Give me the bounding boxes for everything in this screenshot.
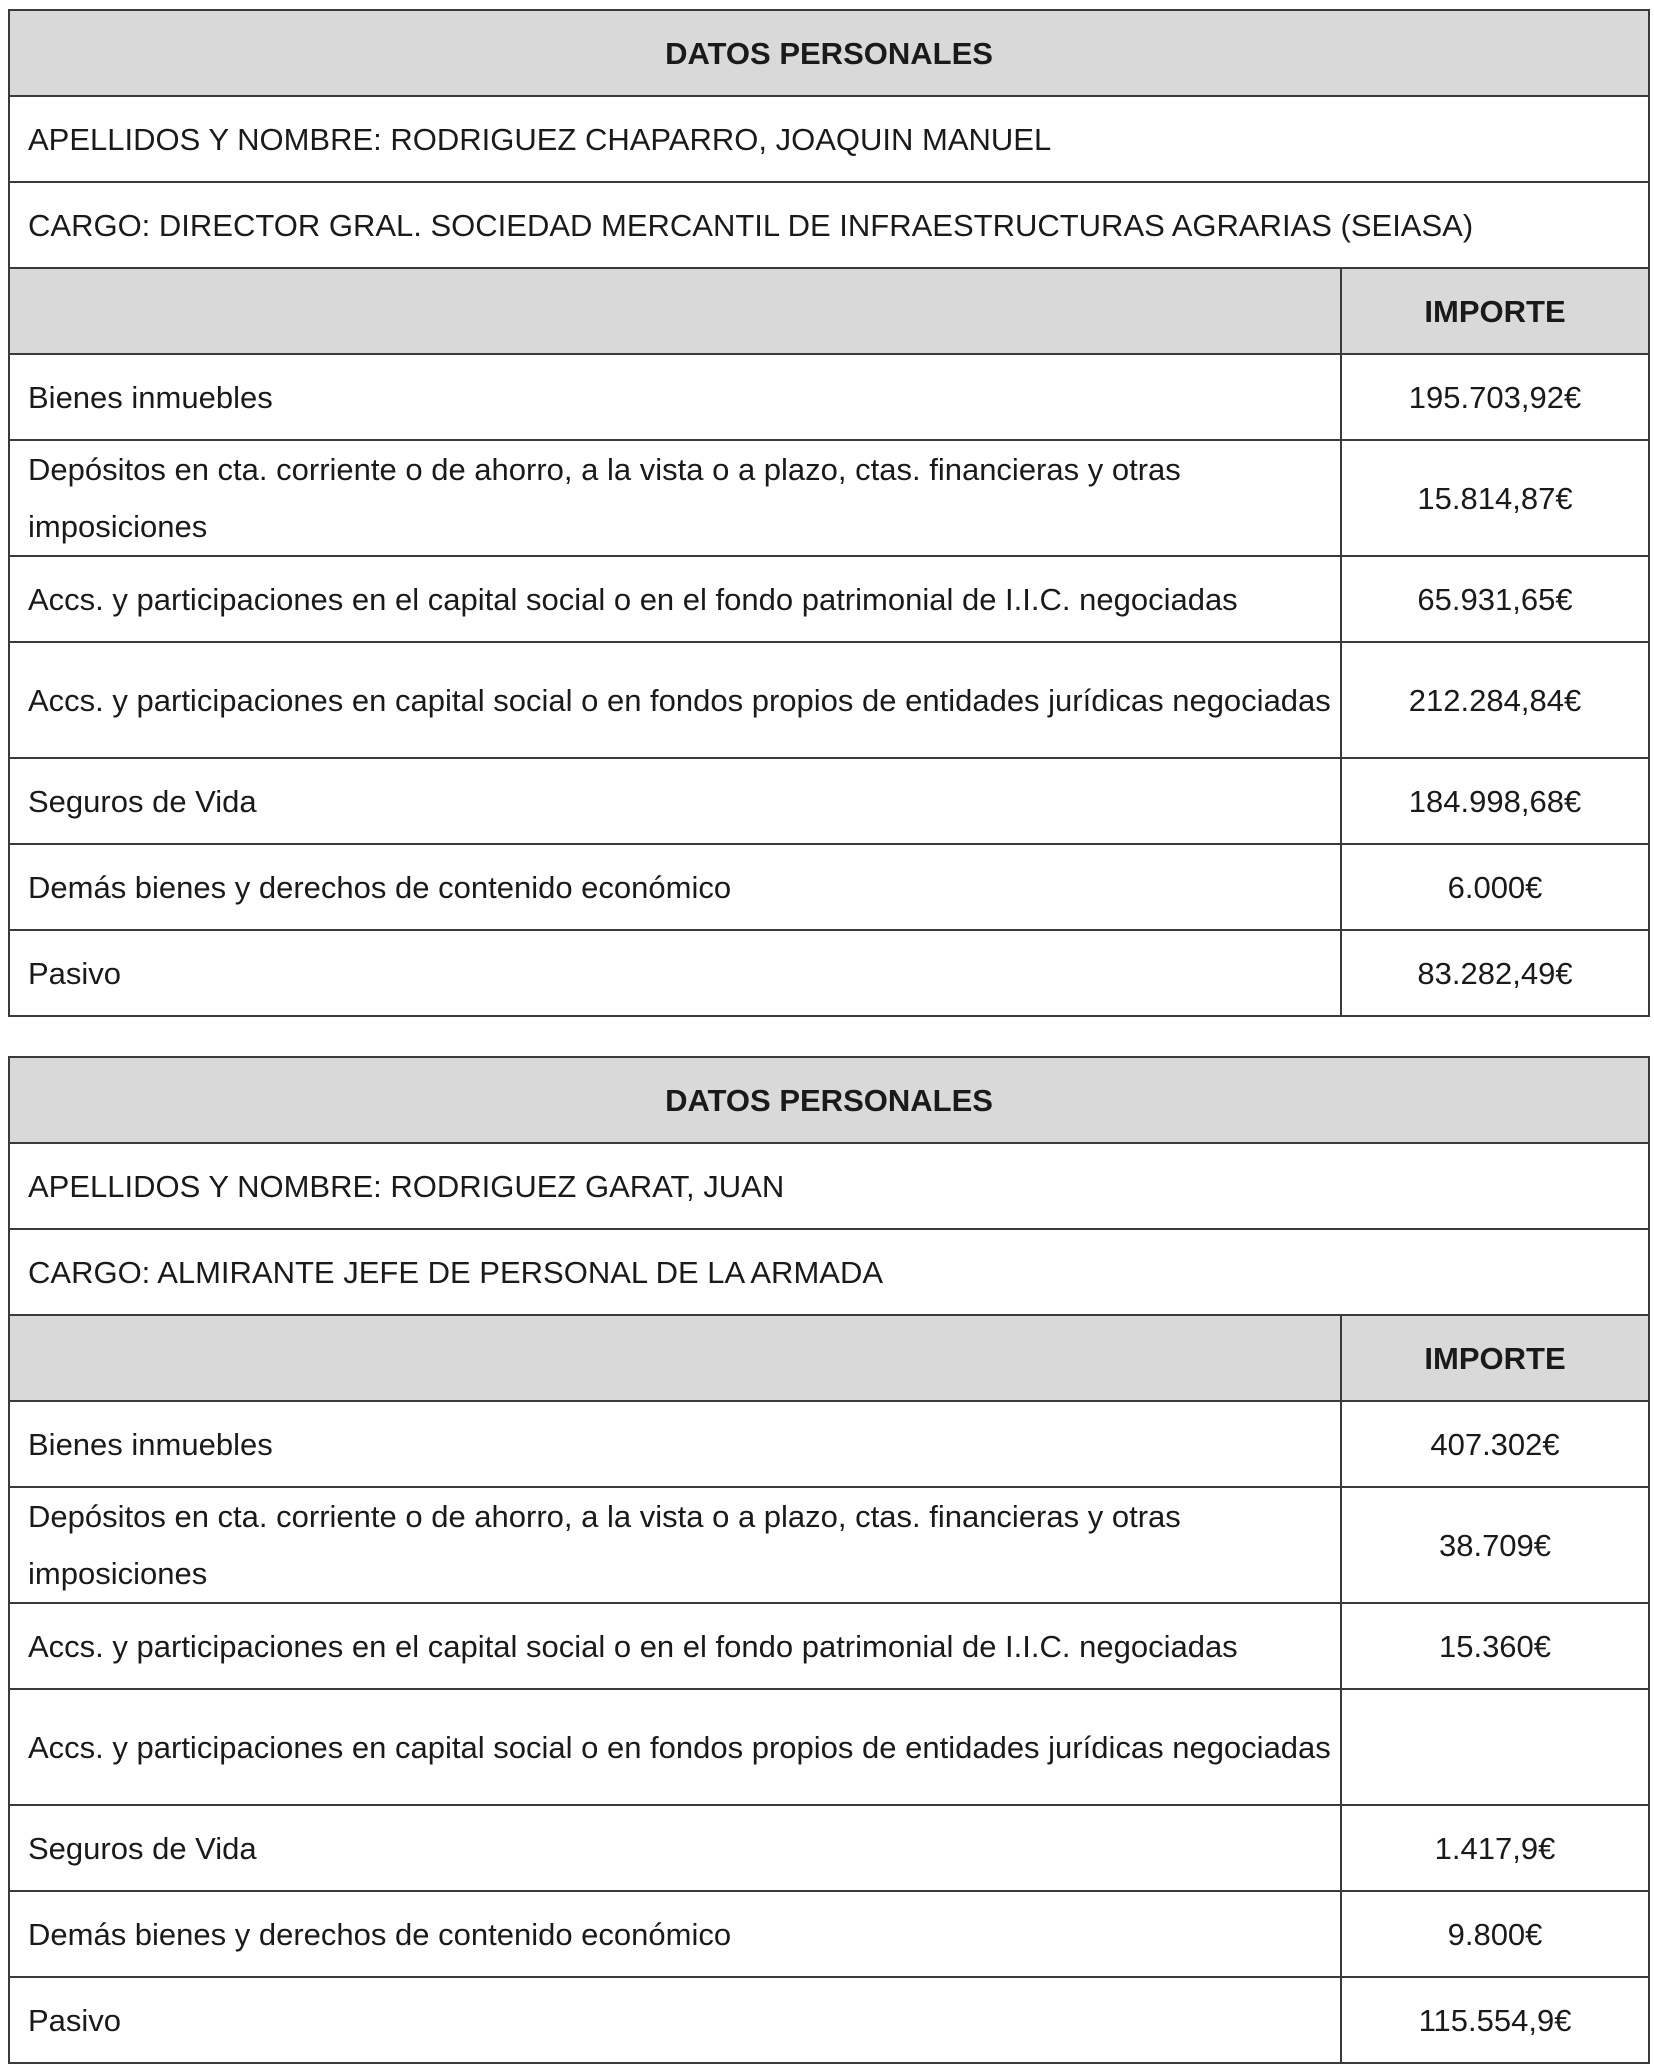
row-label: Accs. y participaciones en capital social o en fondos propios de entidades jurídicas negociadas (9, 1689, 1341, 1805)
blank-header-cell (9, 268, 1341, 354)
row-label: Pasivo (9, 1977, 1341, 2063)
section-header: DATOS PERSONALES (9, 1057, 1649, 1143)
row-value: 83.282,49€ (1341, 930, 1649, 1016)
row-label: Demás bienes y derechos de contenido económico (9, 844, 1341, 930)
row-value: 184.998,68€ (1341, 758, 1649, 844)
row-value: 15.360€ (1341, 1603, 1649, 1689)
table-row (9, 844, 1649, 930)
row-label: Bienes inmuebles (9, 354, 1341, 440)
row-value: 195.703,92€ (1341, 354, 1649, 440)
row-value: 115.554,9€ (1341, 1977, 1649, 2063)
table-row (9, 354, 1649, 440)
importe-header: IMPORTE (1341, 268, 1649, 354)
cargo-line: CARGO: ALMIRANTE JEFE DE PERSONAL DE LA ARMADA (9, 1229, 1649, 1315)
row-value: 9.800€ (1341, 1891, 1649, 1977)
table-row (9, 556, 1649, 642)
row-value: 212.284,84€ (1341, 642, 1649, 758)
section-header: DATOS PERSONALES (9, 10, 1649, 96)
table-row (9, 758, 1649, 844)
importe-header-row (9, 1315, 1649, 1401)
row-value: 6.000€ (1341, 844, 1649, 930)
name-row (9, 1143, 1649, 1229)
row-label: Accs. y participaciones en el capital social o en el fondo patrimonial de I.I.C. negociadas (9, 556, 1341, 642)
name-row (9, 96, 1649, 182)
row-label: Pasivo (9, 930, 1341, 1016)
table-row (9, 1487, 1649, 1603)
row-label: Accs. y participaciones en el capital social o en el fondo patrimonial de I.I.C. negociadas (9, 1603, 1341, 1689)
table-row (9, 1401, 1649, 1487)
row-label: Seguros de Vida (9, 1805, 1341, 1891)
row-value: 407.302€ (1341, 1401, 1649, 1487)
cargo-row (9, 1229, 1649, 1315)
row-value (1341, 1689, 1649, 1805)
asset-declaration-table-2 (8, 1056, 1650, 2064)
table-row (9, 1891, 1649, 1977)
row-value: 65.931,65€ (1341, 556, 1649, 642)
importe-header-row (9, 268, 1649, 354)
header-row (9, 10, 1649, 96)
table-row (9, 440, 1649, 556)
row-label: Bienes inmuebles (9, 1401, 1341, 1487)
row-label: Accs. y participaciones en capital social o en fondos propios de entidades jurídicas negociadas (9, 642, 1341, 758)
importe-header: IMPORTE (1341, 1315, 1649, 1401)
asset-declaration-table-1 (8, 9, 1650, 1017)
row-value: 38.709€ (1341, 1487, 1649, 1603)
table-row (9, 1689, 1649, 1805)
cargo-line: CARGO: DIRECTOR GRAL. SOCIEDAD MERCANTIL DE INFRAESTRUCTURAS AGRARIAS (SEIASA) (9, 182, 1649, 268)
row-value: 15.814,87€ (1341, 440, 1649, 556)
row-label: Demás bienes y derechos de contenido económico (9, 1891, 1341, 1977)
table-row (9, 642, 1649, 758)
blank-header-cell (9, 1315, 1341, 1401)
row-label: Depósitos en cta. corriente o de ahorro, a la vista o a plazo, ctas. financieras y otras imposiciones (9, 440, 1341, 556)
name-line: APELLIDOS Y NOMBRE: RODRIGUEZ CHAPARRO, JOAQUIN MANUEL (9, 96, 1649, 182)
table-row (9, 1977, 1649, 2063)
name-line: APELLIDOS Y NOMBRE: RODRIGUEZ GARAT, JUAN (9, 1143, 1649, 1229)
table-row (9, 1805, 1649, 1891)
row-label: Depósitos en cta. corriente o de ahorro, a la vista o a plazo, ctas. financieras y otras imposiciones (9, 1487, 1341, 1603)
table-row (9, 1603, 1649, 1689)
row-value: 1.417,9€ (1341, 1805, 1649, 1891)
table-row (9, 930, 1649, 1016)
header-row (9, 1057, 1649, 1143)
cargo-row (9, 182, 1649, 268)
row-label: Seguros de Vida (9, 758, 1341, 844)
